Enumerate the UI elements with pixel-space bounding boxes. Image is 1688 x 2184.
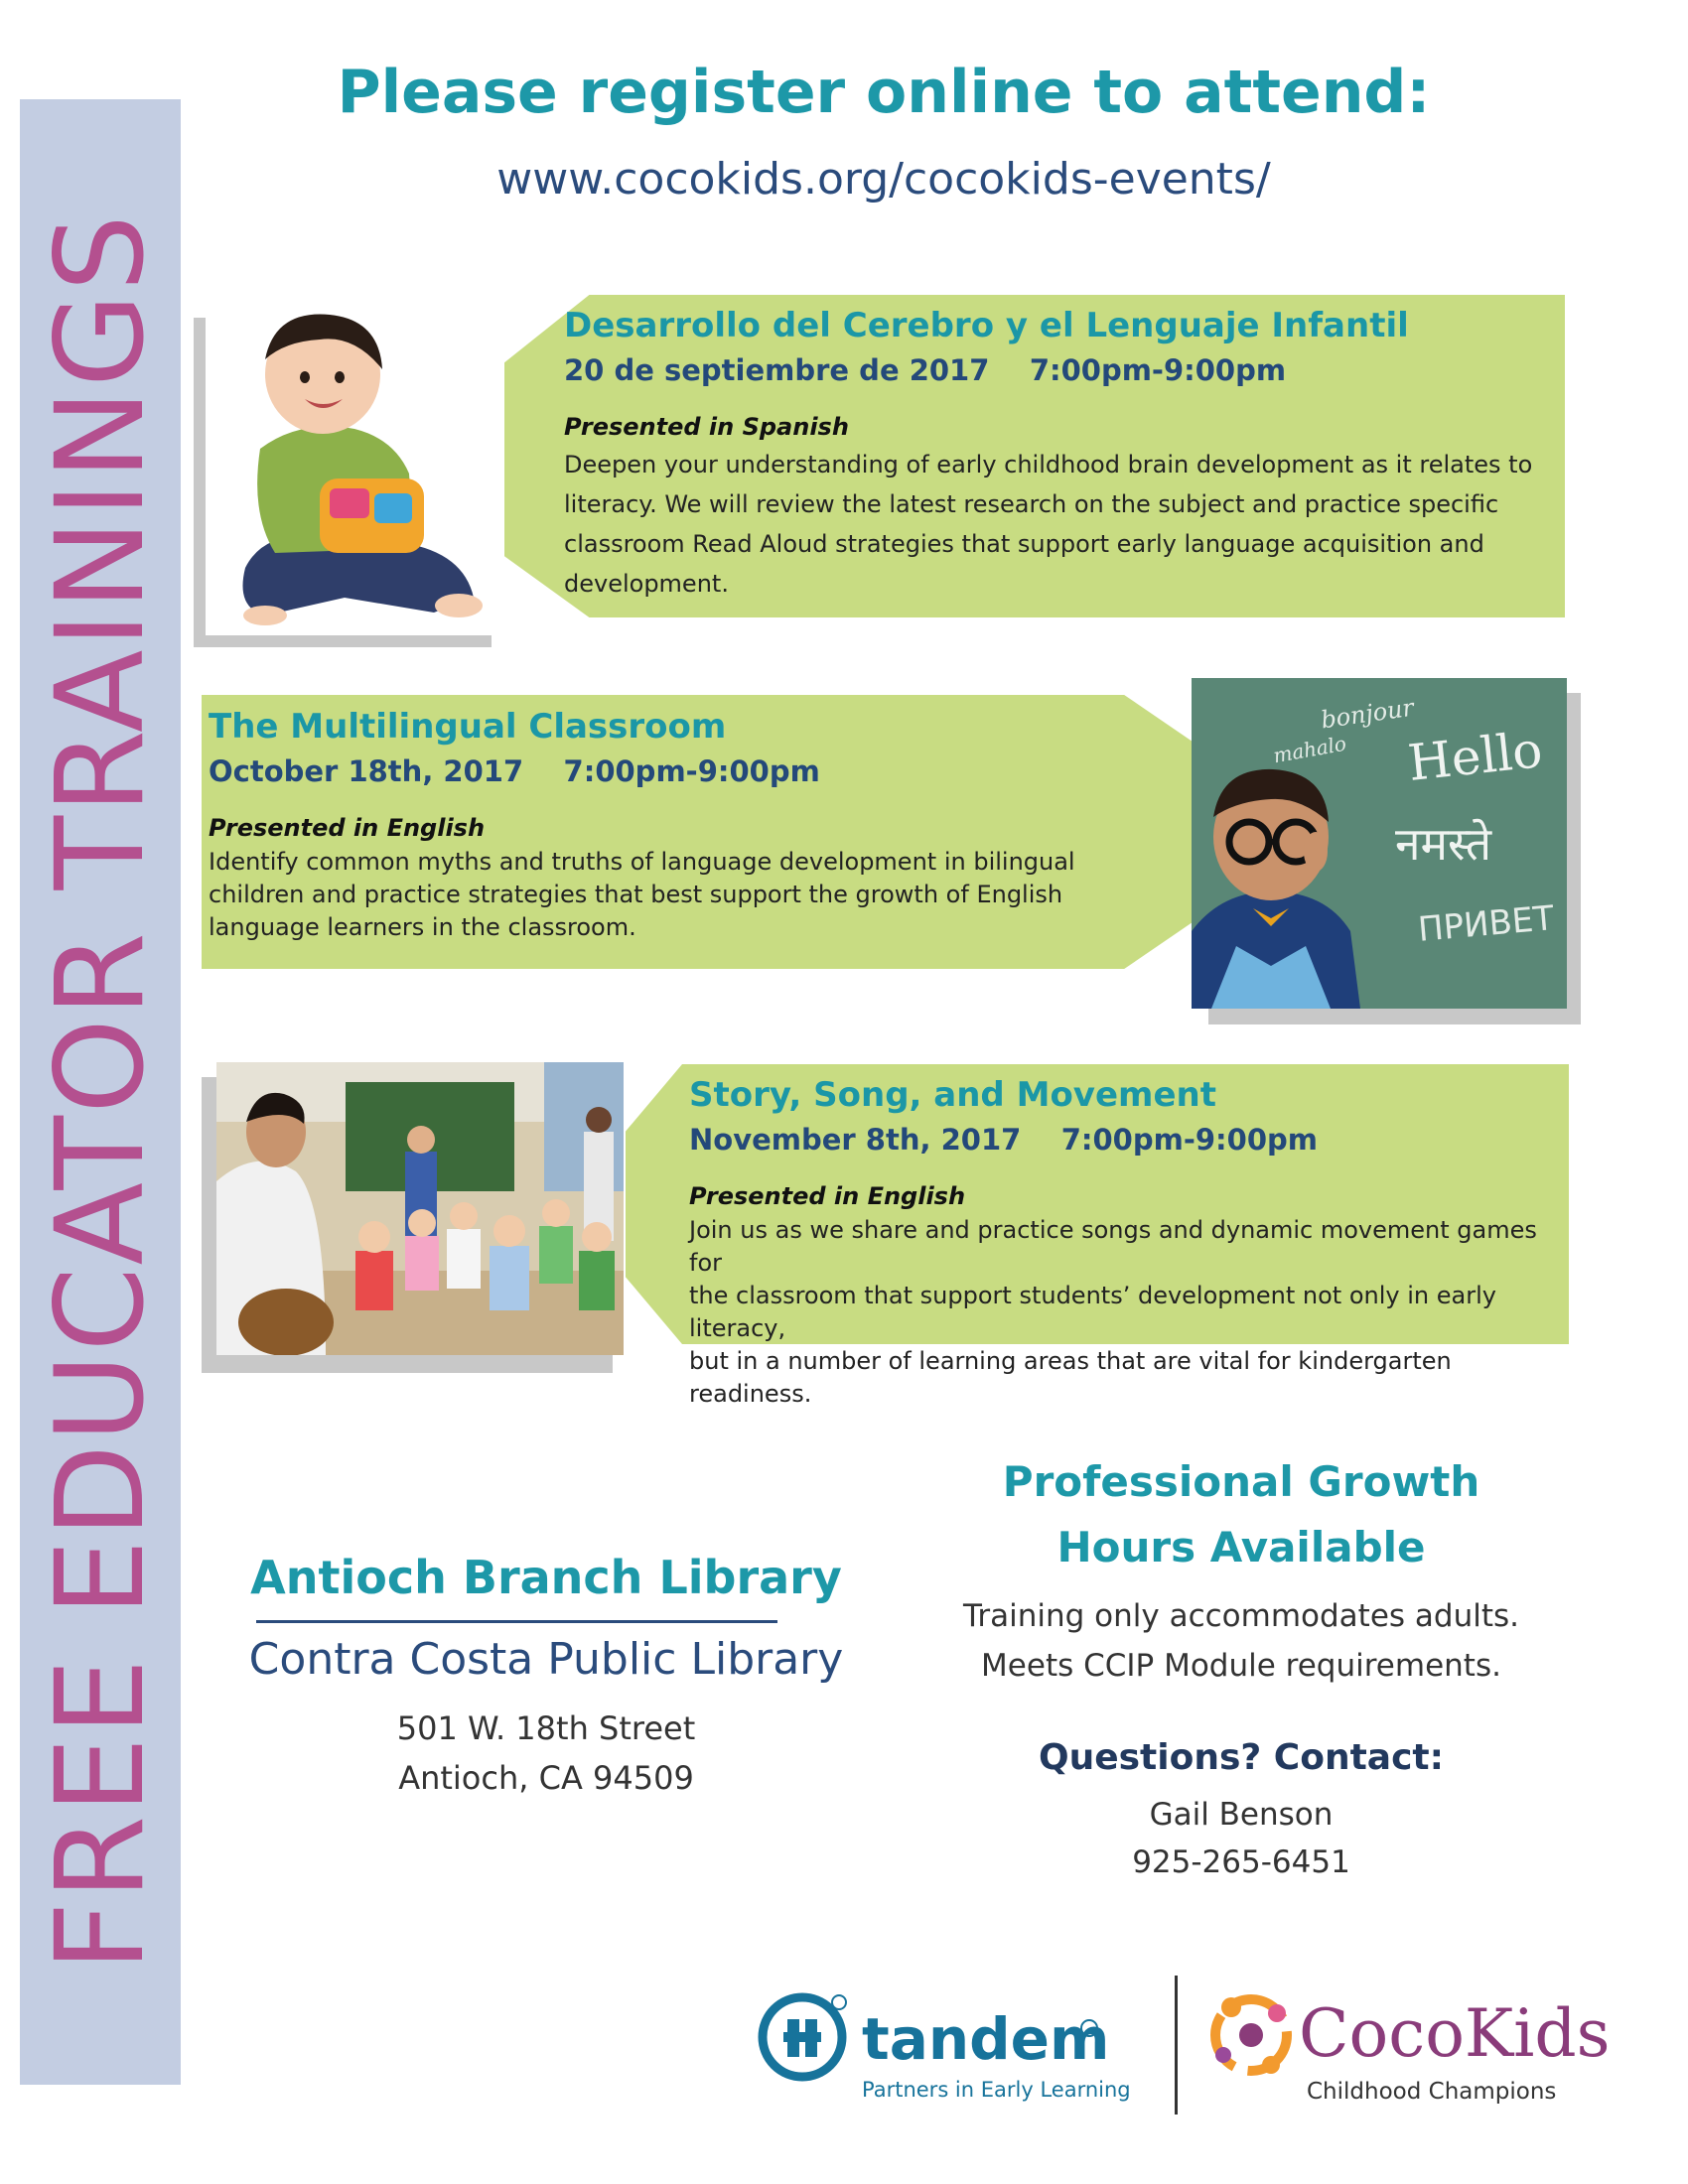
chalk-hello: Hello [1405,721,1545,792]
library-underline [256,1620,777,1623]
event-3-time: 7:00pm-9:00pm [1060,1123,1318,1157]
event-2-language: Presented in English [209,814,486,842]
side-banner [20,99,181,2085]
event-3-language: Presented in English [689,1182,966,1210]
questions-heading: Questions? Contact: [1038,1737,1445,1778]
chalk-privet: ПРИВЕТ [1416,898,1556,950]
address-line-2: Antioch, CA 94509 [398,1759,694,1797]
event-3-datetime [689,1123,1563,1157]
toddler-photo [206,300,498,635]
event-3-description: Join us as we share and practice songs and dynamic movement games for the classroom that support students’ development not only in early literacy, but in a number of learning areas that are vital for kindergarten readiness. [689,1216,1537,1408]
chalk-bonjour: bonjour [1319,693,1416,735]
event-1-language: Presented in Spanish [564,413,849,441]
note-adults-only: Training only accommodates adults. [962,1598,1519,1634]
registration-url[interactable]: www.cocokids.org/cocokids-events/ [496,154,1271,205]
event-1-description: Deepen your understanding of early childhood brain development as it relates to literacy. We will review the latest research on the subject and practice specific classroom Read Aloud strategies that support early language acquisition and development. [564,451,1533,598]
classroom-photo [216,1062,624,1355]
cocokids-wordmark: CocoKids [1299,1995,1611,2072]
tandem-logo-icon [758,1992,847,2082]
professional-growth-line-1: Professional Growth [1002,1457,1480,1506]
note-ccip: Meets CCIP Module requirements. [981,1648,1501,1684]
logo-divider [1175,1976,1178,2115]
chalk-mahalo: mahalo [1271,731,1348,768]
library-name: Antioch Branch Library [250,1551,842,1604]
page-title: Please register online to attend: [337,58,1431,127]
event-3-date: November 8th, 2017 [689,1123,1022,1157]
registered-mark-icon [1080,2019,1098,2037]
chalkboard-photo [1192,678,1567,1009]
contact-name: Gail Benson [1149,1797,1334,1833]
cocokids-tagline: Childhood Champions [1307,2079,1557,2105]
event-2-date: October 18th, 2017 [209,754,524,788]
address-line-1: 501 W. 18th Street [396,1709,696,1747]
library-system: Contra Costa Public Library [248,1634,844,1685]
event-3-content [689,1075,1563,1411]
chalk-namaste: नमस्ते [1395,817,1492,871]
event-2-content [209,707,1082,944]
event-1-title: Desarrollo del Cerebro y el Lenguaje Infantil [564,306,1409,345]
event-1-content [564,306,1547,604]
cocokids-logo-icon [1201,1985,1301,2085]
side-banner-text: FREE EDUCATOR TRAININGS [30,212,171,1972]
event-1-date: 20 de septiembre de 2017 [564,353,990,387]
event-3-title: Story, Song, and Movement [689,1075,1216,1115]
event-2-description: Identify common myths and truths of language development in bilingual children and practice strategies that best support the growth of English language learners in the classroom. [209,848,1075,941]
tandem-tagline: Partners in Early Learning [862,2078,1131,2102]
event-2-datetime [209,754,1082,788]
professional-growth-line-2: Hours Available [1056,1523,1426,1571]
event-2-time: 7:00pm-9:00pm [563,754,820,788]
event-1-datetime [564,353,1547,387]
contact-phone[interactable]: 925-265-6451 [1132,1844,1350,1880]
event-1-time: 7:00pm-9:00pm [1029,353,1287,387]
event-2-title: The Multilingual Classroom [209,707,727,747]
tandem-wordmark: tandem [862,2005,1110,2073]
